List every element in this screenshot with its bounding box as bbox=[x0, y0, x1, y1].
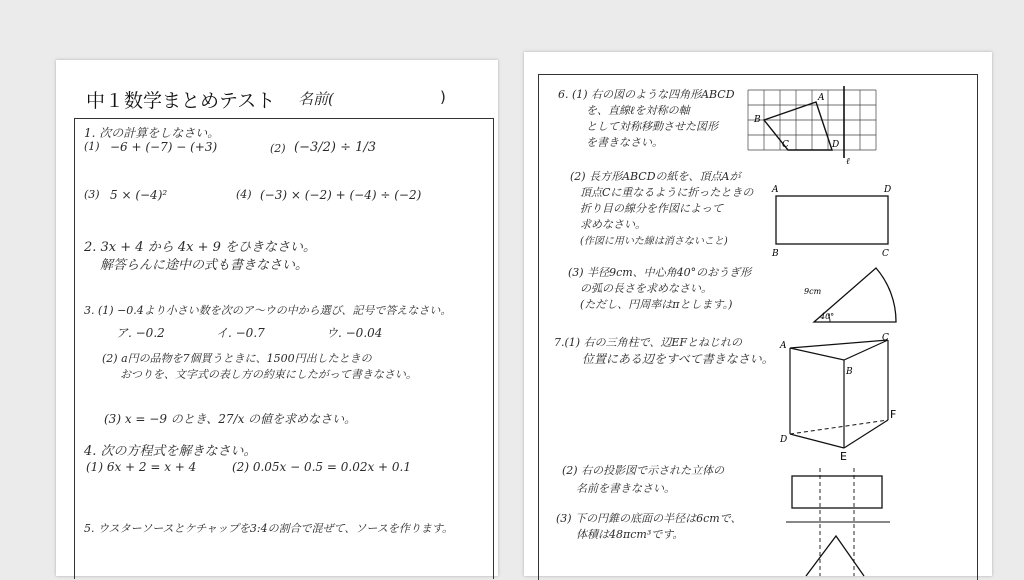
q3-p2-line2: おつりを、文字式の表し方の約束にしたがって書きなさい。 bbox=[120, 368, 417, 381]
q1-item1-num: (1) bbox=[84, 140, 100, 153]
q1-item4-num: (4) bbox=[236, 188, 252, 201]
prism-label-c: C bbox=[882, 333, 889, 343]
q6-p1-line1: 6. (1) 右の図のような四角形ABCD bbox=[558, 88, 735, 101]
q1-item3-num: (3) bbox=[84, 188, 100, 201]
q6-p2-line3: 折り目の線分を作図によって bbox=[580, 202, 723, 215]
prism-label-a: A bbox=[780, 341, 787, 351]
rect-label-d: D bbox=[884, 185, 892, 195]
worksheet-page-right bbox=[524, 52, 992, 576]
grid-label-c: C bbox=[782, 140, 789, 150]
q6-p1-line4: を書きなさい。 bbox=[586, 136, 663, 149]
prism-label-f: F bbox=[890, 408, 897, 421]
q4-item2: (2) 0.05x − 0.5 = 0.02x + 0.1 bbox=[232, 460, 412, 474]
q1-item2-expr: (−3/2) ÷ 1/3 bbox=[294, 140, 377, 155]
q6-p2-line1: (2) 長方形ABCDの紙を、頂点Aが bbox=[570, 170, 741, 183]
q7-p3-line1: (3) 下の円錐の底面の半径は6cmで、 bbox=[556, 512, 742, 525]
q3-p3: (3) x = −9 のとき、27/x の値を求めなさい。 bbox=[104, 412, 357, 426]
q2-line1: 2. 3x + 4 から 4x + 9 をひきなさい。 bbox=[84, 240, 316, 255]
q1-item4-expr: (−3) × (−2) + (−4) ÷ (−2) bbox=[260, 188, 422, 202]
q2-line2: 解答らんに途中の式も書きなさい。 bbox=[100, 258, 309, 273]
grid-label-b: B bbox=[754, 115, 761, 125]
q3-choice-u: ウ. −0.04 bbox=[326, 326, 383, 340]
q1-heading: 1. 次の計算をしなさい。 bbox=[84, 126, 220, 140]
q6-p1-line3: として対称移動させた図形 bbox=[586, 120, 718, 133]
sector-radius-label: 9cm bbox=[804, 287, 822, 296]
q3-choice-i: イ. −0.7 bbox=[216, 326, 265, 340]
rect-label-b: B bbox=[772, 249, 779, 259]
rect-label-a: A bbox=[772, 185, 779, 195]
q3-p2-line1: (2) a円の品物を7個買うときに、1500円出したときの bbox=[102, 352, 372, 365]
sector-angle-label: 40° bbox=[820, 312, 835, 321]
grid-label-d: D bbox=[832, 140, 840, 150]
q7-p3-line2: 体積は48πcm³です。 bbox=[576, 528, 684, 541]
q6-p2-line5: (作図に用いた線は消さないこと) bbox=[580, 236, 728, 247]
page-title: 中１数学まとめテスト bbox=[86, 90, 276, 112]
q6-p3-line1: (3) 半径9cm、中心角40°のおうぎ形 bbox=[568, 266, 752, 279]
q6-p2-line4: 求めなさい。 bbox=[580, 218, 646, 231]
q7-p1-line1: 7.(1) 右の三角柱で、辺EFとねじれの bbox=[554, 336, 743, 349]
projection-figure bbox=[786, 468, 890, 576]
worksheet-page-left bbox=[56, 60, 498, 576]
name-label: 名前( bbox=[298, 90, 334, 108]
q3-line1: 3. (1) −0.4より小さい数を次のア〜ウの中から選び、記号で答えなさい。 bbox=[84, 304, 452, 317]
q4-heading: 4. 次の方程式を解きなさい。 bbox=[84, 444, 257, 459]
prism-label-e: E bbox=[840, 450, 847, 463]
name-close-paren: ) bbox=[440, 88, 446, 106]
triangular-prism-figure bbox=[778, 333, 898, 463]
q6-p3-line3: (ただし、円周率はπとします。) bbox=[580, 298, 733, 311]
grid-label-l: ℓ bbox=[846, 157, 850, 167]
prism-label-b: B bbox=[846, 367, 853, 377]
rect-label-c: C bbox=[882, 249, 889, 259]
grid-label-a: A bbox=[818, 93, 825, 103]
sector-figure bbox=[800, 264, 900, 326]
q4-item1: (1) 6x + 2 = x + 4 bbox=[86, 460, 197, 474]
q5-line1: 5. ウスターソースとケチャップを3:4の割合で混ぜて、ソースを作ります。 bbox=[84, 522, 453, 535]
q1-item3-expr: 5 × (−4)² bbox=[110, 188, 168, 202]
q7-p2-line2: 名前を書きなさい。 bbox=[576, 482, 675, 495]
q1-item2-num: (2) bbox=[270, 142, 286, 155]
q3-choice-a: ア. −0.2 bbox=[116, 326, 165, 340]
q6-p3-line2: の弧の長さを求めなさい。 bbox=[580, 282, 712, 295]
q6-p1-line2: を、直線ℓを対称の軸 bbox=[586, 104, 690, 117]
q7-p1-line2: 位置にある辺をすべて書きなさい。 bbox=[582, 352, 774, 366]
q7-p2-line1: (2) 右の投影図で示された立体の bbox=[562, 464, 725, 477]
prism-label-d: D bbox=[780, 435, 788, 445]
q6-p2-line2: 頂点Cに重なるように折ったときの bbox=[580, 186, 754, 199]
quadrilateral-grid-figure bbox=[748, 86, 878, 166]
q1-item1-expr: −6 + (−7) − (+3) bbox=[110, 140, 218, 154]
rectangle-figure bbox=[772, 182, 902, 258]
